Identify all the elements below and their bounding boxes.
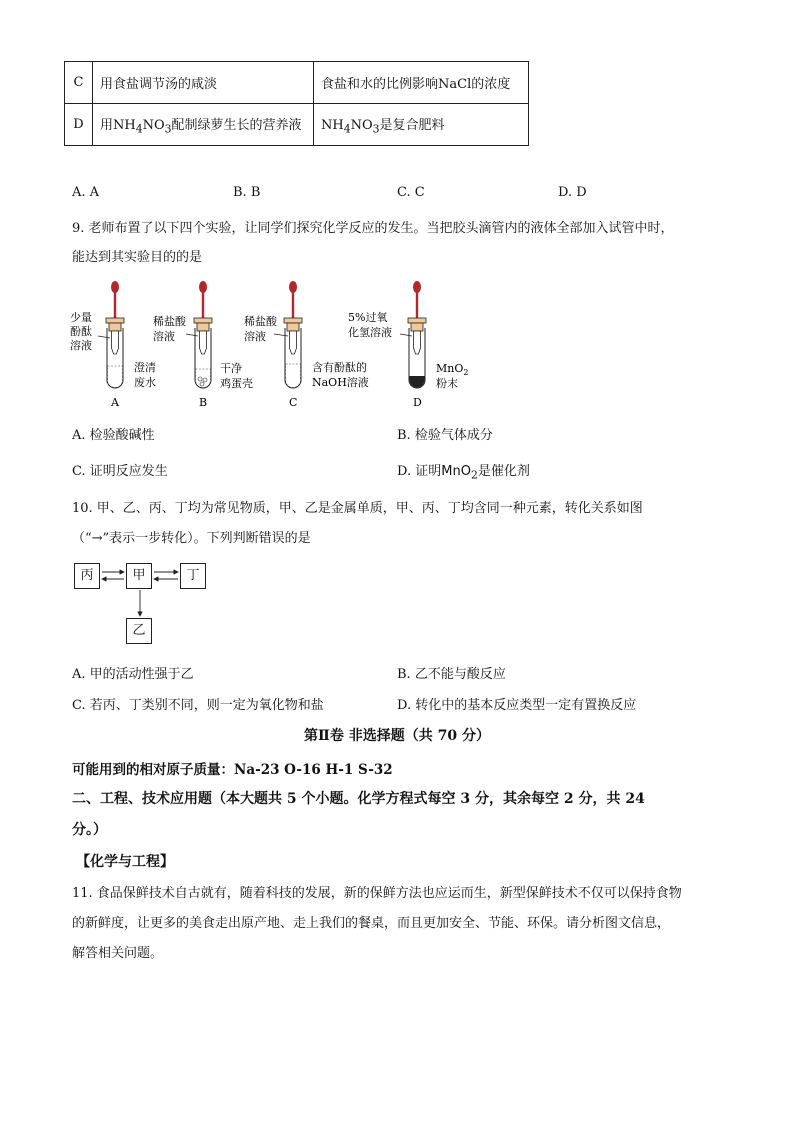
section2-heading-line1: 二、工程、技术应用题（本大题共 5 个小题。化学方程式每空 3 分，其余每空 2 分，共 24	[72, 791, 645, 807]
atomic-mass-line: 可能用到的相对原子质量：Na-23 O-16 H-1 S-32	[72, 762, 393, 778]
q9-option-a: A. 检验酸碱性	[72, 428, 155, 443]
section2-heading-line2: 分。）	[72, 822, 107, 838]
d-caption: D	[413, 396, 422, 409]
q8-option-b: B. B	[233, 185, 261, 200]
row-action	[93, 104, 314, 146]
c-left-label-2: 溶液	[244, 330, 266, 343]
box-bing: 丙	[74, 563, 100, 589]
test-tube-b	[186, 281, 212, 388]
a-right-label-1: 澄清	[134, 361, 156, 374]
option-d-formula: MnO	[441, 464, 471, 479]
subscript: 3	[372, 122, 380, 136]
a-left-label-1: 少量	[70, 311, 92, 324]
b-right-label-1: 干净	[220, 362, 242, 375]
q8-option-a: A. A	[72, 185, 100, 200]
table-row	[65, 62, 529, 104]
d-left-label-2: 化氢溶液	[348, 326, 392, 339]
text: 配制绿萝生长的营养液	[171, 117, 302, 133]
subscript: 3	[164, 122, 172, 136]
text: NH	[321, 117, 344, 133]
q10-option-c: C. 若丙、丁类别不同，则一定为氧化物和盐	[72, 698, 324, 713]
d-right-label-1	[436, 362, 468, 377]
table-row	[65, 104, 529, 146]
b-left-label-1: 稀盐酸	[153, 315, 186, 328]
a-left-label-2: 酚酞	[70, 325, 92, 338]
q9-stem-line1: 9. 老师布置了以下四个实验，让同学们探究化学反应的发生。当把胶头滴管内的液体全部加入试管中时，	[72, 221, 674, 236]
c-left-label-1: 稀盐酸	[244, 315, 277, 328]
text: 用NH	[100, 117, 136, 133]
q9-option-d	[397, 460, 530, 482]
b-caption: B	[199, 396, 208, 409]
row-key: D	[65, 104, 93, 146]
a-left-label-3: 溶液	[70, 339, 92, 352]
row-key: C	[65, 62, 93, 104]
q11-line2: 的新鲜度，让更多的美食走出原产地、走上我们的餐桌，而且更加安全、节能、环保。请分析图文信息，	[72, 916, 671, 931]
q9-experiment-figure	[60, 276, 490, 416]
q10-option-a: A. 甲的活动性强于乙	[72, 667, 194, 682]
option-d-subscript: 2	[470, 468, 478, 482]
row-reason: 食盐和水的比例影响NaCl的浓度	[314, 62, 529, 104]
q9-stem-line2: 能达到其实验目的的是	[72, 250, 203, 265]
b-left-label-2: 溶液	[153, 330, 175, 343]
mno2-subscript: 2	[463, 368, 469, 377]
text: NO	[350, 117, 373, 133]
box-yi: 乙	[126, 618, 152, 644]
a-right-label-2: 废水	[134, 376, 156, 389]
subsection-heading: 【化学与工程】	[76, 854, 174, 870]
q10-stem-line1: 10. 甲、乙、丙、丁均为常见物质，甲、乙是金属单质，甲、丙、丁均含同一种元素，转化关系如图	[72, 501, 643, 516]
option-d-prefix: D. 证明	[397, 464, 442, 479]
c-right-label-1: 含有酚酞的	[312, 361, 367, 374]
subscript: 4	[343, 122, 351, 136]
q9-option-b: B. 检验气体成分	[397, 428, 493, 443]
a-caption: A	[111, 396, 119, 409]
q8-option-d: D. D	[558, 185, 587, 200]
c-right-label-2: NaOH溶液	[312, 376, 369, 389]
test-tube-c	[274, 281, 302, 388]
d-right-label-2: 粉末	[436, 377, 458, 390]
c-caption: C	[289, 396, 298, 409]
test-tube-a	[98, 281, 124, 388]
text: 是复合肥料	[379, 117, 445, 133]
row-reason	[314, 104, 529, 146]
option-d-suffix: 是催化剂	[477, 464, 530, 479]
test-tube-d	[400, 281, 426, 388]
b-right-label-2: 鸡蛋壳	[220, 377, 253, 390]
part2-title: 第Ⅱ卷 非选择题（共 70 分）	[304, 728, 490, 744]
q11-line3: 解答相关问题。	[72, 946, 164, 961]
q10-option-d: D. 转化中的基本反应类型一定有置换反应	[397, 698, 637, 713]
subscript: 4	[135, 122, 143, 136]
q11-line1: 11. 食品保鲜技术自古就有，随着科技的发展，新的保鲜方法也应运而生，新型保鲜技术不仅可以保持食物	[72, 886, 682, 901]
box-jia: 甲	[126, 563, 152, 589]
options-table	[64, 61, 529, 146]
mno2-text: MnO	[436, 362, 464, 375]
q10-option-b: B. 乙不能与酸反应	[397, 667, 506, 682]
q10-stem-line2: （“→”表示一步转化）。下列判断错误的是	[72, 531, 311, 546]
box-ding: 丁	[180, 563, 206, 589]
row-action: 用食盐调节汤的咸淡	[93, 62, 314, 104]
text: NO	[142, 117, 165, 133]
d-left-label-1: 5%过氧	[348, 311, 388, 324]
q8-option-c: C. C	[397, 185, 425, 200]
q9-option-c: C. 证明反应发生	[72, 464, 168, 479]
